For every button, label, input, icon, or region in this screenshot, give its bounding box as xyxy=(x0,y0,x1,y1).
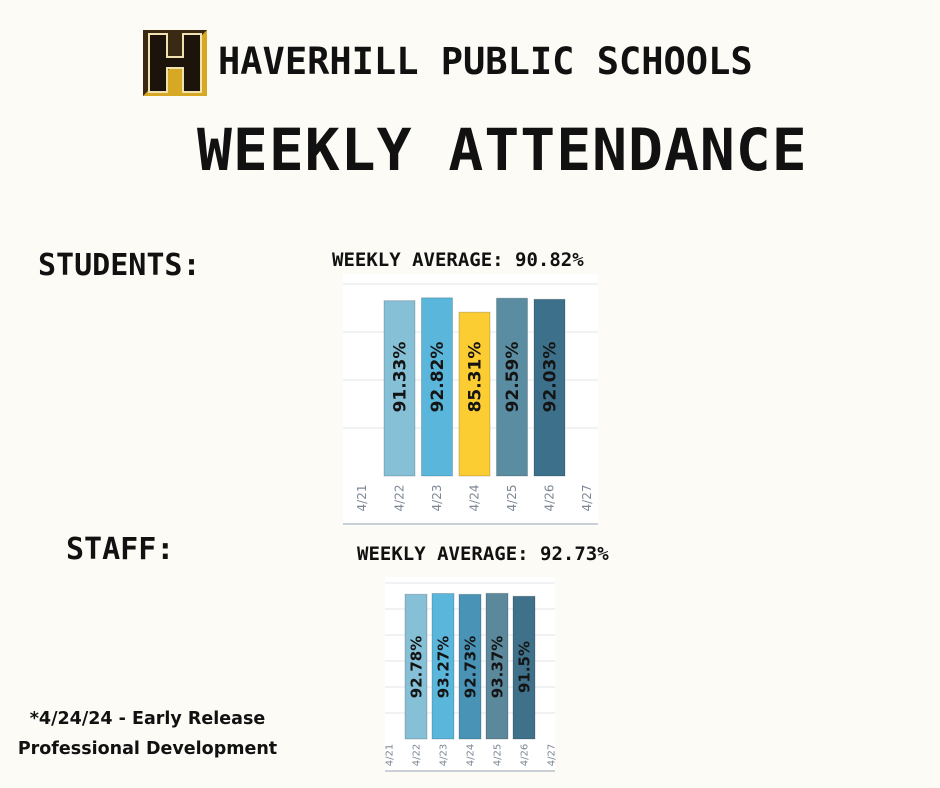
data-label-4-26: 91.5% xyxy=(515,640,534,694)
tick-label-4-25: 4/25 xyxy=(505,484,520,512)
data-label-4-23: 92.82% xyxy=(428,341,449,413)
staff-chart-svg xyxy=(384,577,558,772)
data-label-4-25: 92.59% xyxy=(503,341,524,413)
students-average: WEEKLY AVERAGE: 90.82% xyxy=(332,249,584,271)
data-label-4-24: 85.31% xyxy=(465,341,486,413)
data-label-4-24: 92.73% xyxy=(461,635,480,699)
students-chart xyxy=(343,274,598,526)
tick-label-4-22: 4/22 xyxy=(392,484,407,512)
tick-label-4-27: 4/27 xyxy=(580,484,595,512)
staff-average: WEEKLY AVERAGE: 92.73% xyxy=(357,543,609,565)
footnote-line-1: *4/24/24 - Early Release xyxy=(29,709,266,729)
tick-label-4-24: 4/24 xyxy=(465,743,477,767)
tick-label-4-26: 4/26 xyxy=(519,743,531,767)
page-title: WEEKLY ATTENDANCE xyxy=(197,116,808,184)
tick-label-4-21: 4/21 xyxy=(384,743,396,767)
org-name: HAVERHILL PUBLIC SCHOOLS xyxy=(218,40,753,83)
staff-chart xyxy=(384,577,558,772)
tick-label-4-25: 4/25 xyxy=(492,743,504,767)
footnote xyxy=(10,704,285,764)
data-label-4-22: 91.33% xyxy=(390,341,411,413)
data-label-4-26: 92.03% xyxy=(540,341,561,413)
staff-label: STAFF: xyxy=(66,532,175,567)
haverhill-h-logo xyxy=(143,30,207,96)
tick-label-4-22: 4/22 xyxy=(411,743,423,767)
data-label-4-25: 93.37% xyxy=(488,635,507,699)
tick-label-4-24: 4/24 xyxy=(467,484,482,512)
tick-label-4-26: 4/26 xyxy=(542,484,557,512)
data-label-4-22: 92.78% xyxy=(407,635,426,699)
students-chart-svg xyxy=(343,274,598,526)
data-label-4-23: 93.27% xyxy=(434,635,453,699)
students-label: STUDENTS: xyxy=(38,248,201,283)
tick-label-4-21: 4/21 xyxy=(355,484,370,512)
tick-label-4-27: 4/27 xyxy=(546,743,558,767)
tick-label-4-23: 4/23 xyxy=(430,484,445,512)
footnote-line-2: Professional Development xyxy=(17,739,278,759)
tick-label-4-23: 4/23 xyxy=(438,743,450,767)
